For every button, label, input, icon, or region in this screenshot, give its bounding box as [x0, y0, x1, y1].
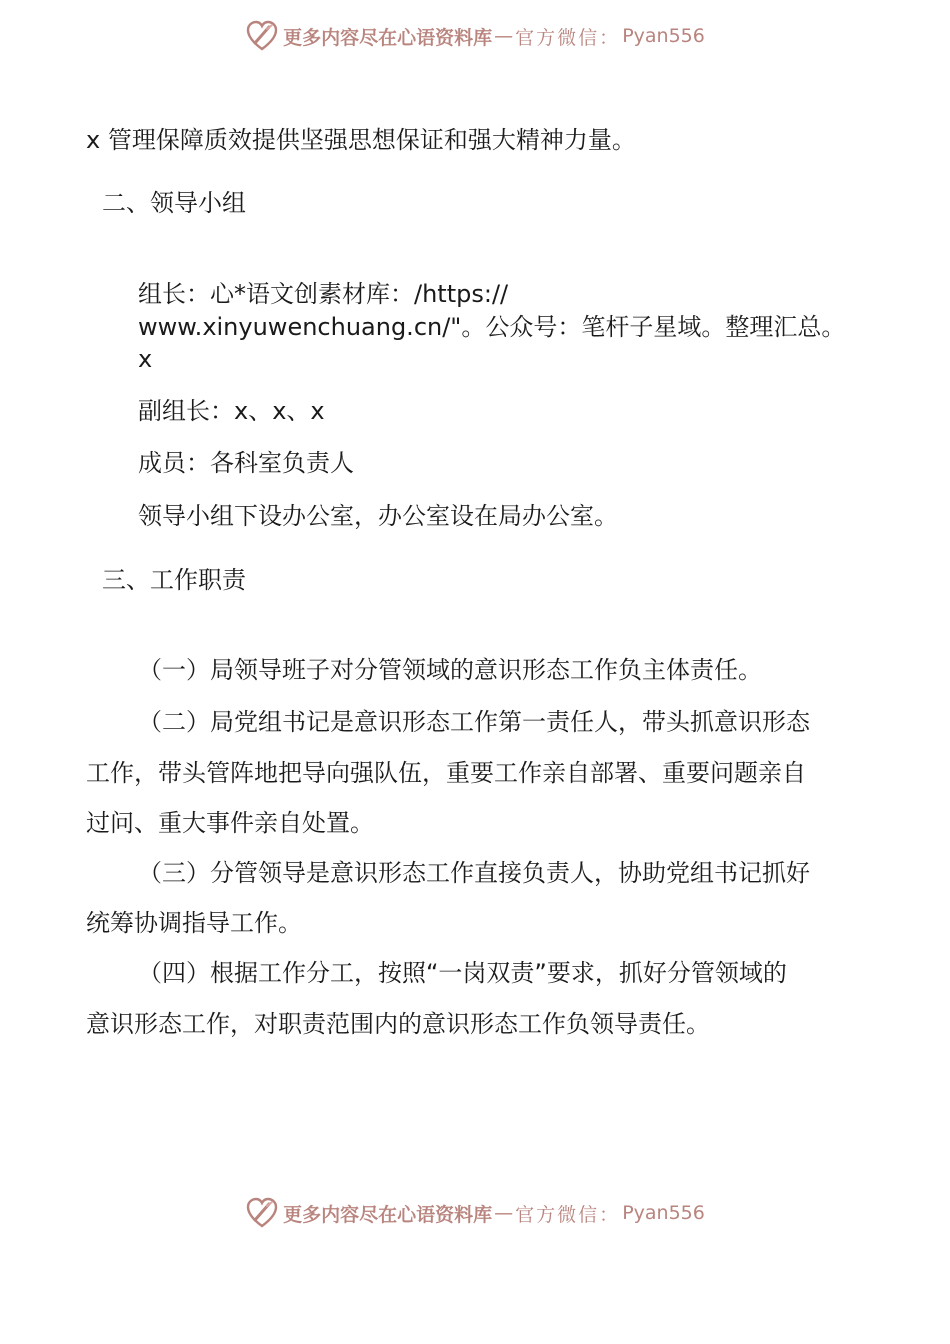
header-watermark	[0, 16, 950, 56]
deputy-leader-line: 副组长：x、x、x	[138, 397, 325, 425]
duty-item-4-line-2: 意识形态工作，对职责范围内的意识形态工作负领导责任。	[86, 1010, 710, 1038]
duty-item-4-line-1: （四）根据工作分工，按照“一岗双责”要求，抓好分管领域的	[138, 959, 787, 987]
heart-pen-logo-icon	[245, 1196, 279, 1230]
watermark-brand: 更多内容尽在心语资料库	[283, 1203, 493, 1226]
duty-item-2-line-1: （二）局党组书记是意识形态工作第一责任人，带头抓意识形态	[138, 708, 810, 736]
section2-heading: 二、领导小组	[102, 189, 246, 217]
duty-item-2-line-2: 工作，带头管阵地把导向强队伍，重要工作亲自部署、重要问题亲自	[86, 759, 806, 787]
office-line: 领导小组下设办公室，办公室设在局办公室。	[138, 502, 618, 530]
duty-item-3-line-1: （三）分管领导是意识形态工作直接负责人，协助党组书记抓好	[138, 859, 810, 887]
leader-line-2: www.xinyuwenchuang.cn/"。公众号：笔杆子星域。整理汇总。	[138, 313, 846, 341]
watermark-wechat-id: Pyan556	[622, 1202, 705, 1224]
watermark-dash: —	[494, 1202, 514, 1224]
leader-line-1: 组长：心*语文创素材库：/https://	[138, 280, 509, 308]
duty-item-3-line-2: 统筹协调指导工作。	[86, 909, 302, 937]
watermark-wechat-id: Pyan556	[622, 25, 705, 47]
duty-item-1: （一）局领导班子对分管领域的意识形态工作负主体责任。	[138, 656, 762, 684]
duty-item-2-line-3: 过问、重大事件亲自处置。	[86, 809, 374, 837]
watermark-dash: —	[494, 25, 514, 47]
watermark-channel-label: 官方微信：	[515, 26, 621, 49]
watermark-channel-label: 官方微信：	[515, 1203, 621, 1226]
heart-pen-logo-icon	[245, 19, 279, 53]
leader-line-3: x	[138, 345, 153, 373]
members-line: 成员：各科室负责人	[138, 449, 354, 477]
section3-heading: 三、工作职责	[102, 566, 246, 594]
intro-line: x 管理保障质效提供坚强思想保证和强大精神力量。	[86, 126, 636, 154]
watermark-brand: 更多内容尽在心语资料库	[283, 26, 493, 49]
footer-watermark	[0, 1193, 950, 1233]
